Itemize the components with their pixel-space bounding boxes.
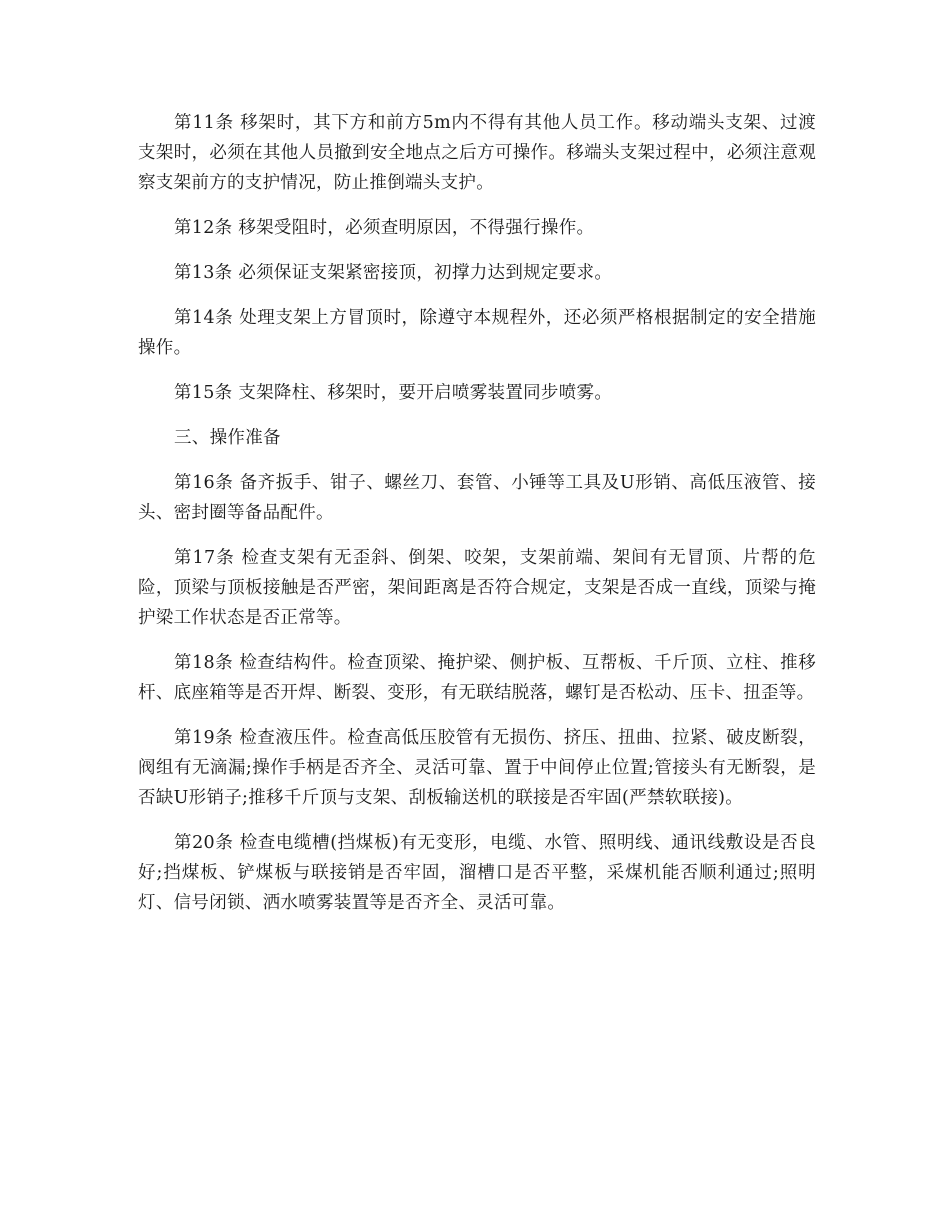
article-19-paragraph: 第19条 检查液压件。检查高低压胶管有无损伤、挤压、扭曲、拉紧、破皮断裂，阀组有无滴漏;操作手柄是否齐全、灵活可靠、置于中间停止位置;管接头有无断裂，是否缺U形销子;推移千斤顶与支架、刮板输送机的联接是否牢固(严禁软联接)。	[138, 728, 816, 808]
article-11-paragraph: 第11条 移架时，其下方和前方5m内不得有其他人员工作。移动端头支架、过渡支架时，必须在其他人员撤到安全地点之后方可操作。移端头支架过程中，必须注意观察支架前方的支护情况，防止推倒端头支护。	[138, 113, 816, 193]
article-17-paragraph: 第17条 检查支架有无歪斜、倒架、咬架，支架前端、架间有无冒顶、片帮的危险，顶梁与顶板接触是否严密，架间距离是否符合规定，支架是否成一直线，顶梁与掩护梁工作状态是否正常等。	[138, 548, 816, 628]
document-body	[138, 108, 816, 933]
article-13-paragraph: 第13条 必须保证支架紧密接顶，初撑力达到规定要求。	[174, 263, 613, 283]
article-14-paragraph: 第14条 处理支架上方冒顶时，除遵守本规程外，还必须严格根据制定的安全措施操作。	[138, 308, 816, 358]
article-18-paragraph: 第18条 检查结构件。检查顶梁、掩护梁、侧护板、互帮板、千斤顶、立柱、推移杆、底座箱等是否开焊、断裂、变形，有无联结脱落，螺钉是否松动、压卡、扭歪等。	[138, 653, 816, 703]
article-12-paragraph: 第12条 移架受阻时，必须查明原因，不得强行操作。	[174, 218, 595, 238]
article-20-paragraph: 第20条 检查电缆槽(挡煤板)有无变形，电缆、水管、照明线、通讯线敷设是否良好;挡煤板、铲煤板与联接销是否牢固，溜槽口是否平整，采煤机能否顺利通过;照明灯、信号闭锁、洒水喷雾装置等是否齐全、灵活可靠。	[138, 833, 816, 913]
article-15-paragraph: 第15条 支架降柱、移架时，要开启喷雾装置同步喷雾。	[174, 383, 613, 403]
article-16-paragraph: 第16条 备齐扳手、钳子、螺丝刀、套管、小锤等工具及U形销、高低压液管、接头、密封圈等备品配件。	[138, 473, 816, 523]
section-heading-operation-preparation: 三、操作准备	[174, 428, 281, 448]
